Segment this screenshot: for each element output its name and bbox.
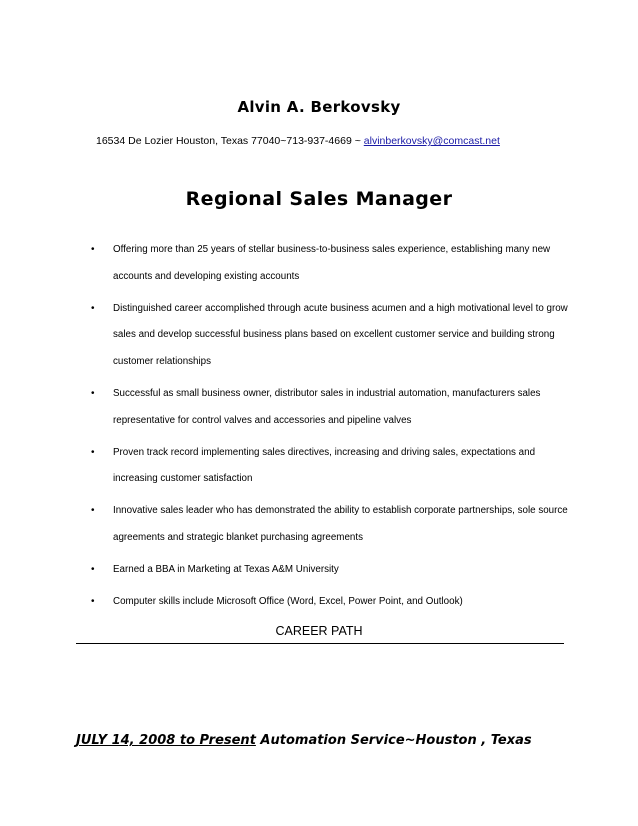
section-divider bbox=[76, 643, 564, 644]
job-entry-heading bbox=[76, 733, 532, 748]
bullet-text: Computer skills include Microsoft Office (Word, Excel, Power Point, and Outlook) bbox=[113, 595, 463, 607]
job-company: Automation Service~Houston , Texas bbox=[255, 733, 532, 748]
bullet-text: Successful as small business owner, distributor sales in industrial automation, manufacturers sales representative for control valves and accessories and pipeline valves bbox=[113, 387, 541, 426]
job-title-heading: Regional Sales Manager bbox=[185, 188, 453, 210]
bullet-dot: • bbox=[91, 446, 95, 458]
bullet-dot: • bbox=[91, 595, 95, 607]
summary-bullet bbox=[91, 557, 571, 584]
contact-line bbox=[96, 135, 500, 147]
resume-name: Alvin A. Berkovsky bbox=[237, 98, 401, 116]
summary-bullet bbox=[91, 589, 571, 616]
bullet-dot: • bbox=[91, 387, 95, 399]
summary-bullet bbox=[91, 381, 571, 435]
bullet-text: Innovative sales leader who has demonstrated the ability to establish corporate partnerships, sole source agreements and strategic blanket purchasing agreements bbox=[113, 505, 568, 543]
summary-bullet bbox=[91, 498, 571, 552]
summary-bullet bbox=[91, 237, 571, 291]
bullet-text: Offering more than 25 years of stellar business-to-business sales experience, establishing many new accounts and developing existing accounts bbox=[113, 244, 551, 282]
summary-bullet-list bbox=[91, 244, 571, 627]
bullet-text: Distinguished career accomplished through acute business acumen and a high motivational level to grow sales and develop successful business plans based on excellent customer service and building strong customer relationships bbox=[113, 302, 568, 368]
address-phone: 16534 De Lozier Houston, Texas 77040~713-937-4669 ~ bbox=[96, 135, 364, 147]
bullet-dot: • bbox=[91, 505, 95, 517]
summary-bullet bbox=[91, 440, 571, 494]
career-path-heading: CAREER PATH bbox=[275, 624, 363, 638]
email-link[interactable]: alvinberkovsky@comcast.net bbox=[363, 135, 500, 147]
bullet-dot: • bbox=[91, 302, 95, 314]
bullet-text: Earned a BBA in Marketing at Texas A&M University bbox=[113, 563, 339, 575]
bullet-text: Proven track record implementing sales directives, increasing and driving sales, expectations and increasing customer satisfaction bbox=[113, 446, 536, 485]
summary-bullet bbox=[91, 296, 571, 376]
bullet-dot: • bbox=[91, 244, 95, 255]
job-dates: JULY 14, 2008 to Present bbox=[76, 733, 256, 748]
bullet-dot: • bbox=[91, 563, 95, 575]
